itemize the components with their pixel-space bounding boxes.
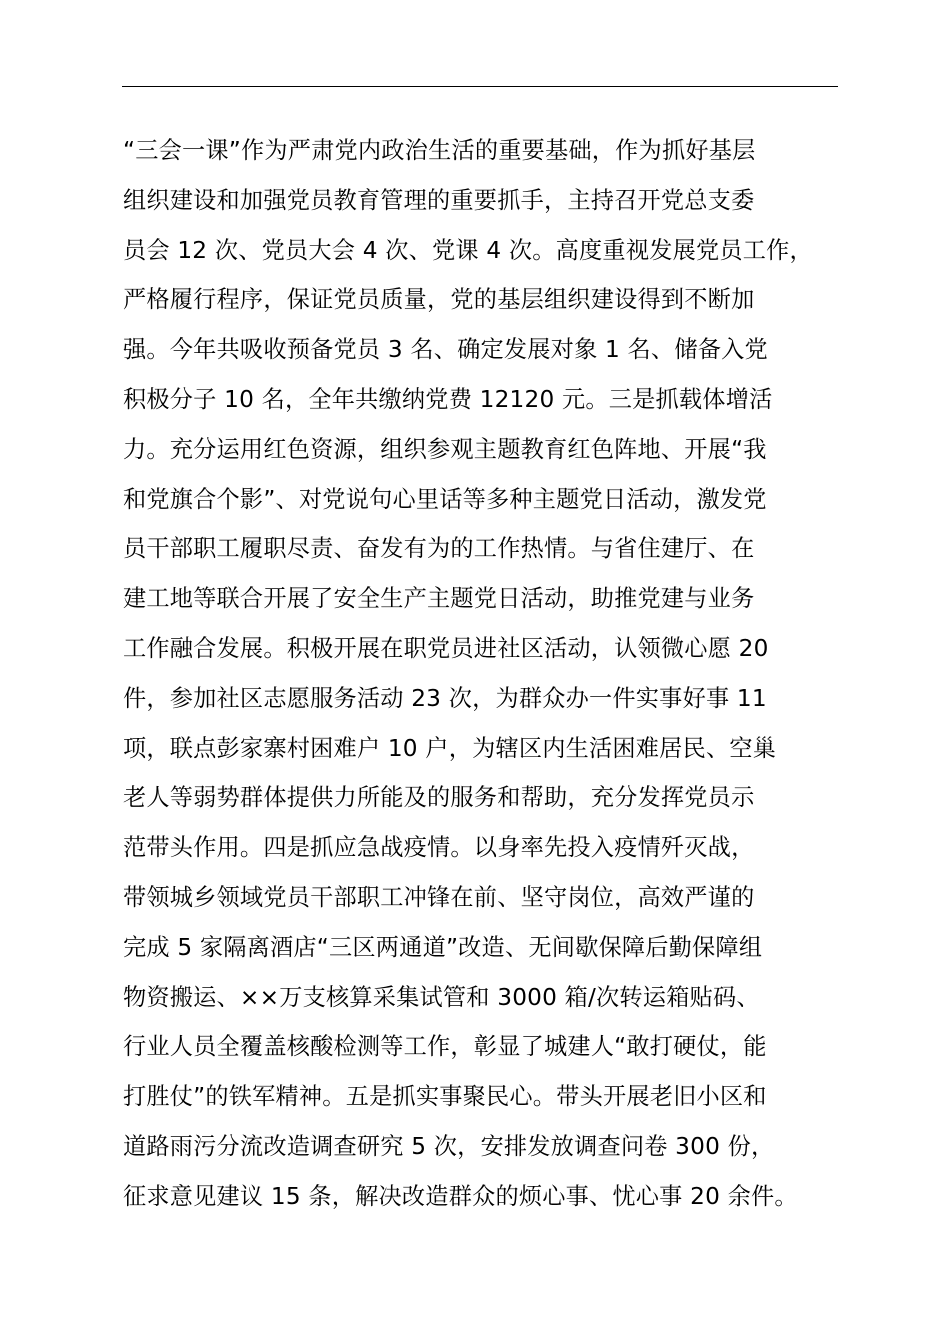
- text-line: 打胜仗”的铁军精神。五是抓实事聚民心。带头开展老旧小区和: [123, 1083, 767, 1111]
- text-line: 老人等弱势群体提供力所能及的服务和帮助，充分发挥党员示: [123, 784, 755, 812]
- text-line: 员会 12 次、党员大会 4 次、党课 4 次。高度重视发展党员工作，: [123, 236, 813, 264]
- body-text: [123, 126, 863, 1222]
- text-line: 工作融合发展。积极开展在职党员进社区活动，认领微心愿 20: [123, 634, 769, 662]
- text-line: 强。今年共吸收预备党员 3 名、确定发展对象 1 名、储备入党: [123, 336, 768, 364]
- text-line: 组织建设和加强党员教育管理的重要抓手，主持召开党总支委: [123, 186, 755, 214]
- text-line: 完成 5 家隔离酒店“三区两通道”改造、无间歇保障后勤保障组: [123, 933, 763, 961]
- text-line: 带领城乡领域党员干部职工冲锋在前、坚守岗位，高效严谨的: [123, 883, 755, 911]
- text-line: 和党旗合个影”、对党说句心里话等多种主题党日活动，激发党: [123, 485, 767, 513]
- text-line: 件，参加社区志愿服务活动 23 次，为群众办一件实事好事 11: [123, 684, 767, 712]
- text-line: 建工地等联合开展了安全生产主题党日活动，助推党建与业务: [123, 585, 755, 613]
- header-rule: [122, 86, 838, 87]
- text-line: 项，联点彭家寨村困难户 10 户，为辖区内生活困难居民、空巢: [123, 734, 777, 762]
- text-line: 行业人员全覆盖核酸检测等工作，彰显了城建人“敢打硬仗，能: [123, 1033, 767, 1061]
- text-line: “三会一课”作为严肃党内政治生活的重要基础，作为抓好基层: [123, 137, 756, 164]
- text-line: 严格履行程序，保证党员质量，党的基层组织建设得到不断加: [123, 286, 755, 314]
- text-line: 物资搬运、××万支核算采集试管和 3000 箱/次转运箱贴码、: [123, 983, 760, 1011]
- text-line: 积极分子 10 名，全年共缴纳党费 12120 元。三是抓载体增活: [123, 385, 773, 413]
- text-line: 范带头作用。四是抓应急战疫情。以身率先投入疫情歼灭战，: [123, 834, 755, 862]
- text-line: 力。充分运用红色资源，组织参观主题教育红色阵地、开展“我: [123, 435, 767, 463]
- text-line: 员干部职工履职尽责、奋发有为的工作热情。与省住建厅、在: [123, 535, 755, 563]
- text-line: 征求意见建议 15 条，解决改造群众的烦心事、忧心事 20 余件。: [123, 1182, 798, 1210]
- text-line: 道路雨污分流改造调查研究 5 次，安排发放调查问卷 300 份，: [123, 1132, 775, 1160]
